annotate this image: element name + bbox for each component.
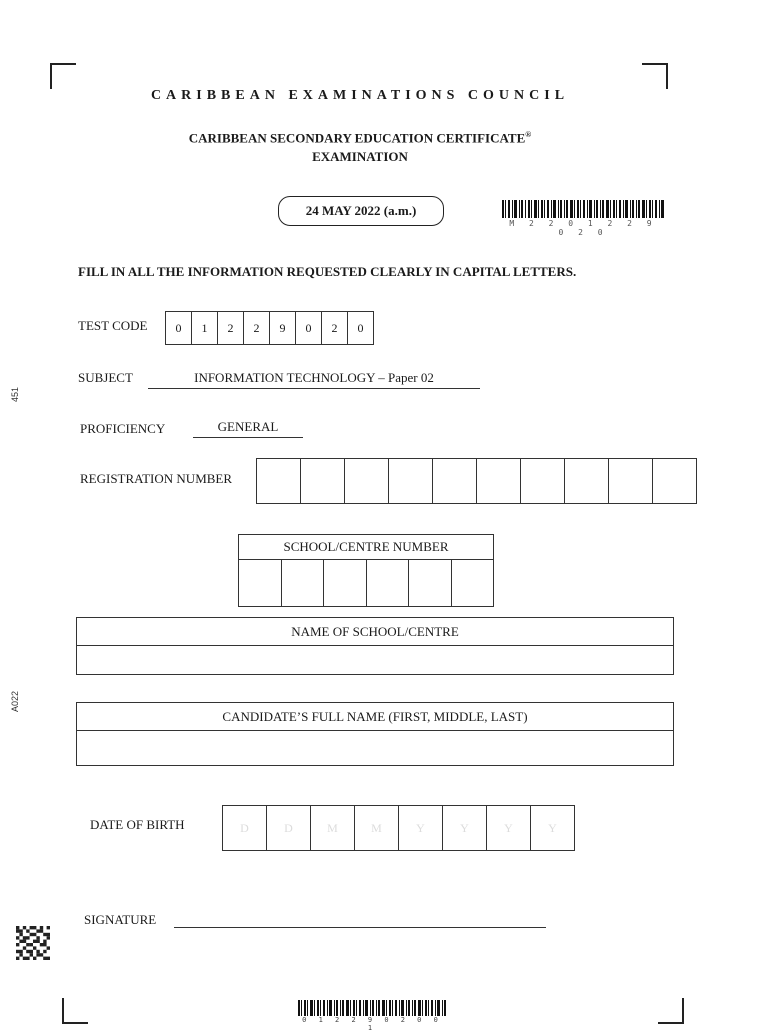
- registration-label: REGISTRATION NUMBER: [80, 471, 233, 486]
- barcode-top-number: M 2 2 0 1 2 2 9 0 2 0: [509, 219, 657, 237]
- signature-label: SIGNATURE: [84, 912, 157, 927]
- corner-mark-top-right: [642, 63, 668, 89]
- school-centre-digit-box[interactable]: [452, 560, 494, 606]
- qr-code: [16, 926, 50, 960]
- dob-year-box[interactable]: Y: [442, 805, 487, 851]
- certificate-title: [0, 125, 720, 166]
- test-code-digit: 2: [321, 311, 348, 345]
- registration-digit-box[interactable]: [652, 458, 697, 504]
- school-name-label: NAME OF SCHOOL/CENTRE: [77, 618, 673, 646]
- subject-field[interactable]: INFORMATION TECHNOLOGY – Paper 02: [148, 370, 480, 389]
- certificate-name: CARIBBEAN SECONDARY EDUCATION CERTIFICATE: [188, 130, 526, 146]
- instruction-text: FILL IN ALL THE INFORMATION REQUESTED CLEARLY IN CAPITAL LETTERS.: [78, 264, 577, 279]
- dob-day-box[interactable]: D: [222, 805, 267, 851]
- proficiency-field[interactable]: GENERAL: [193, 419, 303, 438]
- side-code-middle: A022: [10, 690, 20, 712]
- school-centre-number-box: [238, 534, 494, 607]
- barcode-bottom-number: 0 1 2 2 9 0 2 0 0 1: [302, 1016, 442, 1032]
- registration-digit-box[interactable]: [476, 458, 521, 504]
- registration-digit-box[interactable]: [300, 458, 345, 504]
- dob-month-box[interactable]: M: [354, 805, 399, 851]
- barcode-bottom: [298, 1000, 446, 1016]
- registration-digit-box[interactable]: [388, 458, 433, 504]
- registration-digit-box[interactable]: [608, 458, 653, 504]
- school-centre-digit-box[interactable]: [324, 560, 367, 606]
- registration-digit-box[interactable]: [256, 458, 301, 504]
- registration-digit-box[interactable]: [432, 458, 477, 504]
- corner-mark-bottom-right: [658, 998, 684, 1024]
- side-code-top: 451: [10, 386, 20, 402]
- candidate-name-box: [76, 702, 674, 766]
- dob-boxes: [223, 805, 575, 851]
- registered-mark: ®: [525, 130, 532, 139]
- test-code-digit: 9: [269, 311, 296, 345]
- registration-digit-box[interactable]: [520, 458, 565, 504]
- barcode-top: [502, 200, 664, 218]
- dob-year-box[interactable]: Y: [398, 805, 443, 851]
- candidate-name-field[interactable]: [77, 731, 673, 765]
- school-centre-digit-box[interactable]: [282, 560, 325, 606]
- dob-year-box[interactable]: Y: [486, 805, 531, 851]
- council-title: CARIBBEAN EXAMINATIONS COUNCIL: [150, 88, 570, 103]
- test-code-digit: 2: [217, 311, 244, 345]
- dob-label: DATE OF BIRTH: [90, 817, 185, 832]
- examination-label: EXAMINATION: [312, 149, 408, 165]
- school-name-field[interactable]: [77, 646, 673, 674]
- dob-year-box[interactable]: Y: [530, 805, 575, 851]
- school-name-box: [76, 617, 674, 675]
- registration-digit-box[interactable]: [344, 458, 389, 504]
- proficiency-label: PROFICIENCY: [80, 421, 166, 436]
- dob-day-box[interactable]: D: [266, 805, 311, 851]
- candidate-name-label: CANDIDATE’S FULL NAME (FIRST, MIDDLE, LAST): [77, 703, 673, 731]
- corner-mark-top-left: [50, 63, 76, 89]
- test-code-label: TEST CODE: [78, 318, 148, 333]
- exam-date-badge: 24 MAY 2022 (a.m.): [278, 196, 444, 226]
- test-code-boxes: [166, 311, 374, 345]
- corner-mark-bottom-left: [62, 998, 88, 1024]
- registration-boxes: [257, 458, 697, 504]
- dob-month-box[interactable]: M: [310, 805, 355, 851]
- registration-digit-box[interactable]: [564, 458, 609, 504]
- school-centre-digit-box[interactable]: [367, 560, 410, 606]
- test-code-digit: 2: [243, 311, 270, 345]
- school-centre-digit-box[interactable]: [239, 560, 282, 606]
- test-code-digit: 0: [165, 311, 192, 345]
- test-code-digit: 0: [295, 311, 322, 345]
- subject-label: SUBJECT: [78, 370, 133, 385]
- test-code-digit: 0: [347, 311, 374, 345]
- school-centre-number-label: SCHOOL/CENTRE NUMBER: [239, 535, 493, 560]
- test-code-digit: 1: [191, 311, 218, 345]
- signature-line[interactable]: [174, 926, 546, 928]
- school-centre-digit-box[interactable]: [409, 560, 452, 606]
